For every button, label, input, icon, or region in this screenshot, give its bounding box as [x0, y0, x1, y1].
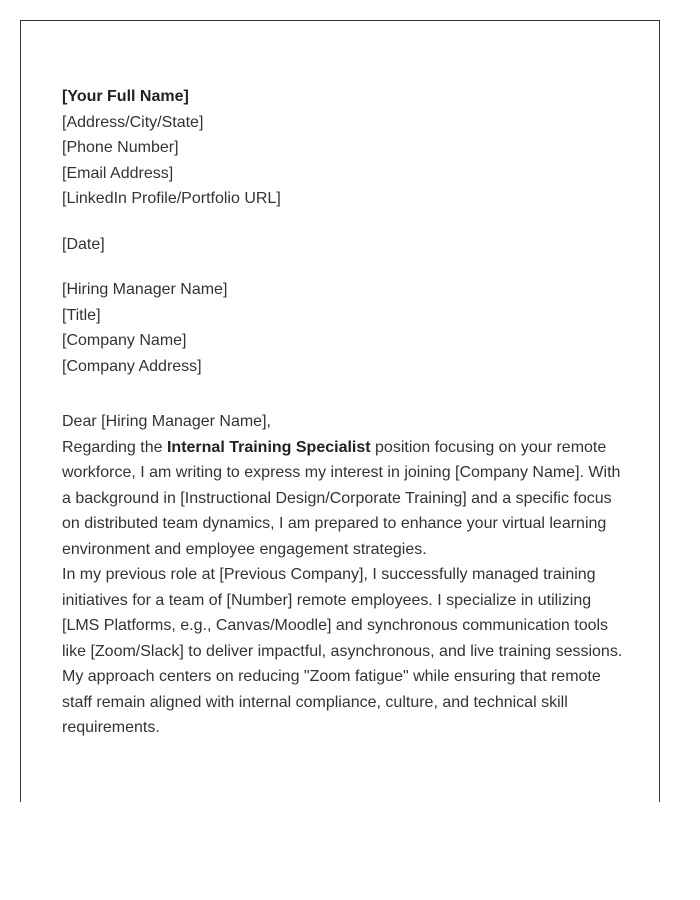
- position-title: Internal Training Specialist: [166, 438, 371, 456]
- letter-date: [Date]: [62, 235, 105, 253]
- paragraph-intro: [62, 435, 632, 563]
- recipient-name: [Hiring Manager Name]: [62, 281, 228, 298]
- date-block: [62, 232, 632, 258]
- sender-email: [Email Address]: [62, 164, 174, 182]
- salutation-block: [62, 409, 632, 435]
- sender-name: [Your Full Name]: [62, 88, 189, 105]
- salutation: Dear [Hiring Manager Name],: [62, 413, 271, 430]
- recipient-title: [Title]: [62, 306, 101, 324]
- paragraph-intro-rest: position focusing on your remote workforce, I am writing to express my interest in joining [Company Name]. With a background in [Instructional Design/Corporate Training] and a specific focus on distributed team dynamics, I am prepared to enhance your virtual learning environment and employee engagement strategies.: [62, 438, 621, 558]
- recipient-block: [62, 277, 632, 379]
- sender-block: [62, 84, 632, 212]
- sender-phone: [Phone Number]: [62, 139, 179, 156]
- sender-linkedin: [LinkedIn Profile/Portfolio URL]: [62, 190, 281, 207]
- paragraph-intro-lead: Regarding the: [62, 438, 167, 456]
- recipient-company: [Company Name]: [62, 332, 187, 349]
- document-page: [20, 20, 660, 802]
- paragraph-experience: In my previous role at [Previous Company], I successfully managed training initiatives for a team of [Number] remote employees. I specialize in utilizing [LMS Platforms, e.g., Canvas/Moodle] and synchronous communication tools like [Zoom/Slack] to deliver impactful, asynchronous, and live training sessions. My approach centers on reducing "Zoom fatigue" while ensuring that remote staff remain aligned with internal compliance, culture, and technical skill requirements.: [62, 566, 623, 736]
- letter-body: [62, 84, 632, 741]
- recipient-address: [Company Address]: [62, 357, 202, 375]
- sender-address: [Address/City/State]: [62, 113, 204, 131]
